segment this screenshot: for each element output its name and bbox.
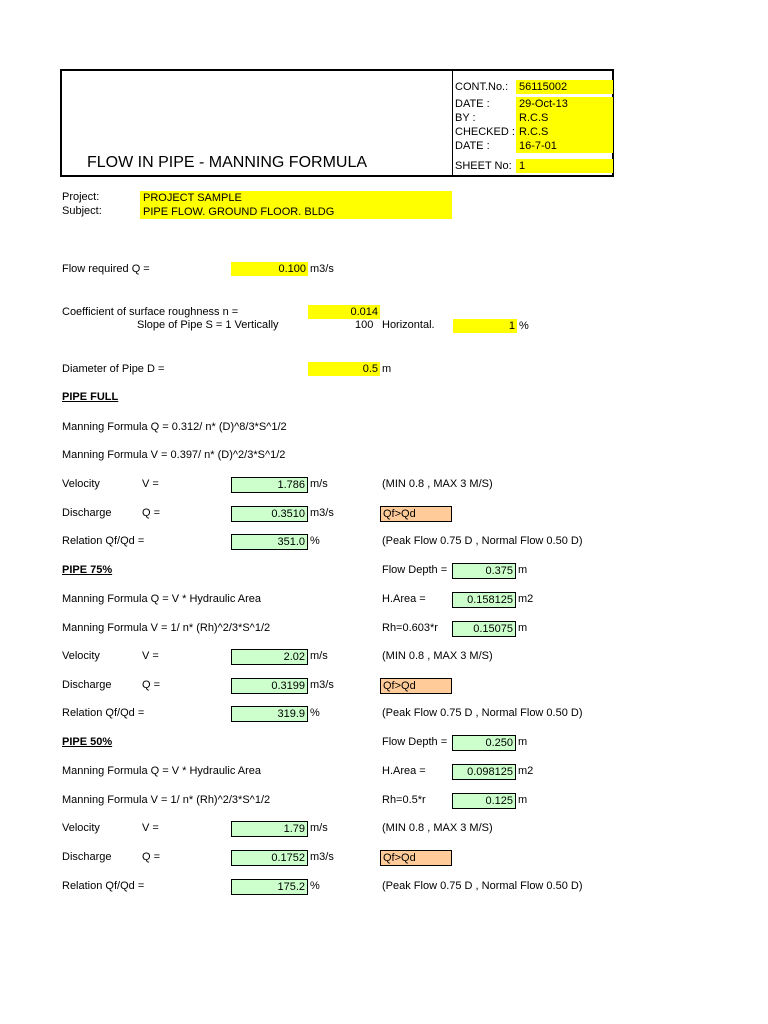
info-label-date: DATE : xyxy=(455,98,490,110)
pipe-full-discharge-value: 0.3510 xyxy=(231,506,308,522)
pipe-50-velocity-label: Velocity xyxy=(62,822,100,834)
info-label-sheet: SHEET No: xyxy=(455,160,512,172)
pipe-75-velocity-label: Velocity xyxy=(62,650,100,662)
info-label-by: BY : xyxy=(455,112,476,124)
slope-horizontal-value: 100 xyxy=(355,319,374,331)
pipe-50-discharge-unit: m3/s xyxy=(310,851,334,863)
pipe-full-velocity-sym: V = xyxy=(142,478,159,490)
pipe-75-relation-value: 319.9 xyxy=(231,706,308,722)
pipe-full-discharge-label: Discharge xyxy=(62,507,112,519)
pipe-50-harea-value: 0.098125 xyxy=(452,764,516,780)
pipe-75-harea-value: 0.158125 xyxy=(452,592,516,608)
slope-percent-value[interactable]: 1 xyxy=(453,319,517,333)
pipe-50-velocity-value: 1.79 xyxy=(231,821,308,837)
pipe-full-velocity-note: (MIN 0.8 , MAX 3 M/S) xyxy=(382,478,493,490)
pipe-50-relation-unit: % xyxy=(310,880,320,892)
pipe-full-formula-q: Manning Formula Q = 0.312/ n* (D)^8/3*S^1/2 xyxy=(62,421,287,433)
pipe-75-discharge-label: Discharge xyxy=(62,679,112,691)
flow-label: Flow required Q = xyxy=(62,263,150,275)
pipe-full-velocity-unit: m/s xyxy=(310,478,328,490)
pipe-75-relation-unit: % xyxy=(310,707,320,719)
pipe-75-velocity-unit: m/s xyxy=(310,650,328,662)
pipe-50-rh-value: 0.125 xyxy=(452,793,516,809)
project-label: Project: xyxy=(62,191,100,203)
diameter-unit: m xyxy=(382,363,392,375)
info-value-cont[interactable]: 56115002 xyxy=(516,80,613,94)
pipe-full-relation-note: (Peak Flow 0.75 D , Normal Flow 0.50 D) xyxy=(382,535,583,547)
pipe-full-discharge-flag: Qf>Qd xyxy=(380,506,452,522)
info-value-date2[interactable]: 16-7-01 xyxy=(516,139,613,153)
subject-label: Subject: xyxy=(62,205,102,217)
info-value-checked[interactable]: R.C.S xyxy=(516,125,613,139)
info-value-sheet[interactable]: 1 xyxy=(516,159,613,173)
pipe-50-velocity-sym: V = xyxy=(142,822,159,834)
slope-horizontal-label: Horizontal. xyxy=(382,319,435,331)
pipe-75-formula-q: Manning Formula Q = V * Hydraulic Area xyxy=(62,593,262,605)
pipe-75-discharge-flag: Qf>Qd xyxy=(380,678,452,694)
pipe-full-formula-v: Manning Formula V = 0.397/ n* (D)^2/3*S^1/2 xyxy=(62,449,286,461)
info-label-date2: DATE : xyxy=(455,140,490,152)
pipe-50-harea-unit: m2 xyxy=(518,765,534,777)
pipe-75-depth-unit: m xyxy=(518,564,528,576)
pipe-50-discharge-label: Discharge xyxy=(62,851,112,863)
pipe-75-velocity-sym: V = xyxy=(142,650,159,662)
coef-label: Coefficient of surface roughness n = xyxy=(62,306,239,318)
slope-label: Slope of Pipe S = 1 Vertically xyxy=(137,319,279,331)
pipe-50-rh-label: Rh=0.5*r xyxy=(382,794,426,806)
pipe-75-discharge-value: 0.3199 xyxy=(231,678,308,694)
pipe-75-depth-value: 0.375 xyxy=(452,563,516,579)
pipe-75-velocity-value: 2.02 xyxy=(231,649,308,665)
pipe-75-harea-unit: m2 xyxy=(518,593,534,605)
coef-value[interactable]: 0.014 xyxy=(308,305,380,319)
pipe-full-velocity-value: 1.786 xyxy=(231,477,308,493)
pipe-50-formula-q: Manning Formula Q = V * Hydraulic Area xyxy=(62,765,262,777)
pipe-full-discharge-unit: m3/s xyxy=(310,507,334,519)
flow-unit: m3/s xyxy=(310,263,334,275)
diameter-label: Diameter of Pipe D = xyxy=(62,363,165,375)
diameter-value[interactable]: 0.5 xyxy=(308,362,380,376)
pipe-50-depth-unit: m xyxy=(518,736,528,748)
pipe-75-depth-label: Flow Depth = xyxy=(382,564,448,576)
pipe-full-heading: PIPE FULL xyxy=(62,391,119,403)
page-title: FLOW IN PIPE - MANNING FORMULA xyxy=(87,154,368,171)
info-value-by[interactable]: R.C.S xyxy=(516,111,613,125)
pipe-75-rh-label: Rh=0.603*r xyxy=(382,622,438,634)
pipe-50-velocity-note: (MIN 0.8 , MAX 3 M/S) xyxy=(382,822,493,834)
pipe-50-relation-note: (Peak Flow 0.75 D , Normal Flow 0.50 D) xyxy=(382,880,583,892)
pipe-75-relation-label: Relation Qf/Qd = xyxy=(62,707,145,719)
pipe-75-velocity-note: (MIN 0.8 , MAX 3 M/S) xyxy=(382,650,493,662)
pipe-75-discharge-sym: Q = xyxy=(142,679,161,691)
pipe-50-discharge-value: 0.1752 xyxy=(231,850,308,866)
pipe-50-velocity-unit: m/s xyxy=(310,822,328,834)
pipe-50-depth-label: Flow Depth = xyxy=(382,736,448,748)
slope-percent-unit: % xyxy=(519,320,529,332)
pipe-50-relation-label: Relation Qf/Qd = xyxy=(62,880,145,892)
pipe-full-velocity-label: Velocity xyxy=(62,478,100,490)
pipe-50-harea-label: H.Area = xyxy=(382,765,426,777)
info-label-checked: CHECKED : xyxy=(455,126,515,138)
pipe-75-discharge-unit: m3/s xyxy=(310,679,334,691)
info-label-cont: CONT.No.: xyxy=(455,81,509,93)
pipe-50-rh-unit: m xyxy=(518,794,528,806)
pipe-75-rh-unit: m xyxy=(518,622,528,634)
info-value-date[interactable]: 29-Oct-13 xyxy=(516,97,613,111)
pipe-75-relation-note: (Peak Flow 0.75 D , Normal Flow 0.50 D) xyxy=(382,707,583,719)
pipe-50-discharge-sym: Q = xyxy=(142,851,161,863)
pipe-50-heading: PIPE 50% xyxy=(62,736,113,748)
subject-value[interactable]: PIPE FLOW. GROUND FLOOR. BLDG xyxy=(140,205,452,219)
flow-value[interactable]: 0.100 xyxy=(231,262,308,276)
pipe-75-rh-value: 0.15075 xyxy=(452,621,516,637)
pipe-75-harea-label: H.Area = xyxy=(382,593,426,605)
pipe-full-relation-value: 351.0 xyxy=(231,534,308,550)
pipe-full-discharge-sym: Q = xyxy=(142,507,161,519)
pipe-full-relation-label: Relation Qf/Qd = xyxy=(62,535,145,547)
pipe-50-discharge-flag: Qf>Qd xyxy=(380,850,452,866)
pipe-75-heading: PIPE 75% xyxy=(62,564,113,576)
pipe-75-formula-v: Manning Formula V = 1/ n* (Rh)^2/3*S^1/2 xyxy=(62,622,271,634)
pipe-full-relation-unit: % xyxy=(310,535,320,547)
pipe-50-relation-value: 175.2 xyxy=(231,879,308,895)
pipe-50-depth-value: 0.250 xyxy=(452,735,516,751)
pipe-50-formula-v: Manning Formula V = 1/ n* (Rh)^2/3*S^1/2 xyxy=(62,794,271,806)
project-value[interactable]: PROJECT SAMPLE xyxy=(140,191,452,205)
